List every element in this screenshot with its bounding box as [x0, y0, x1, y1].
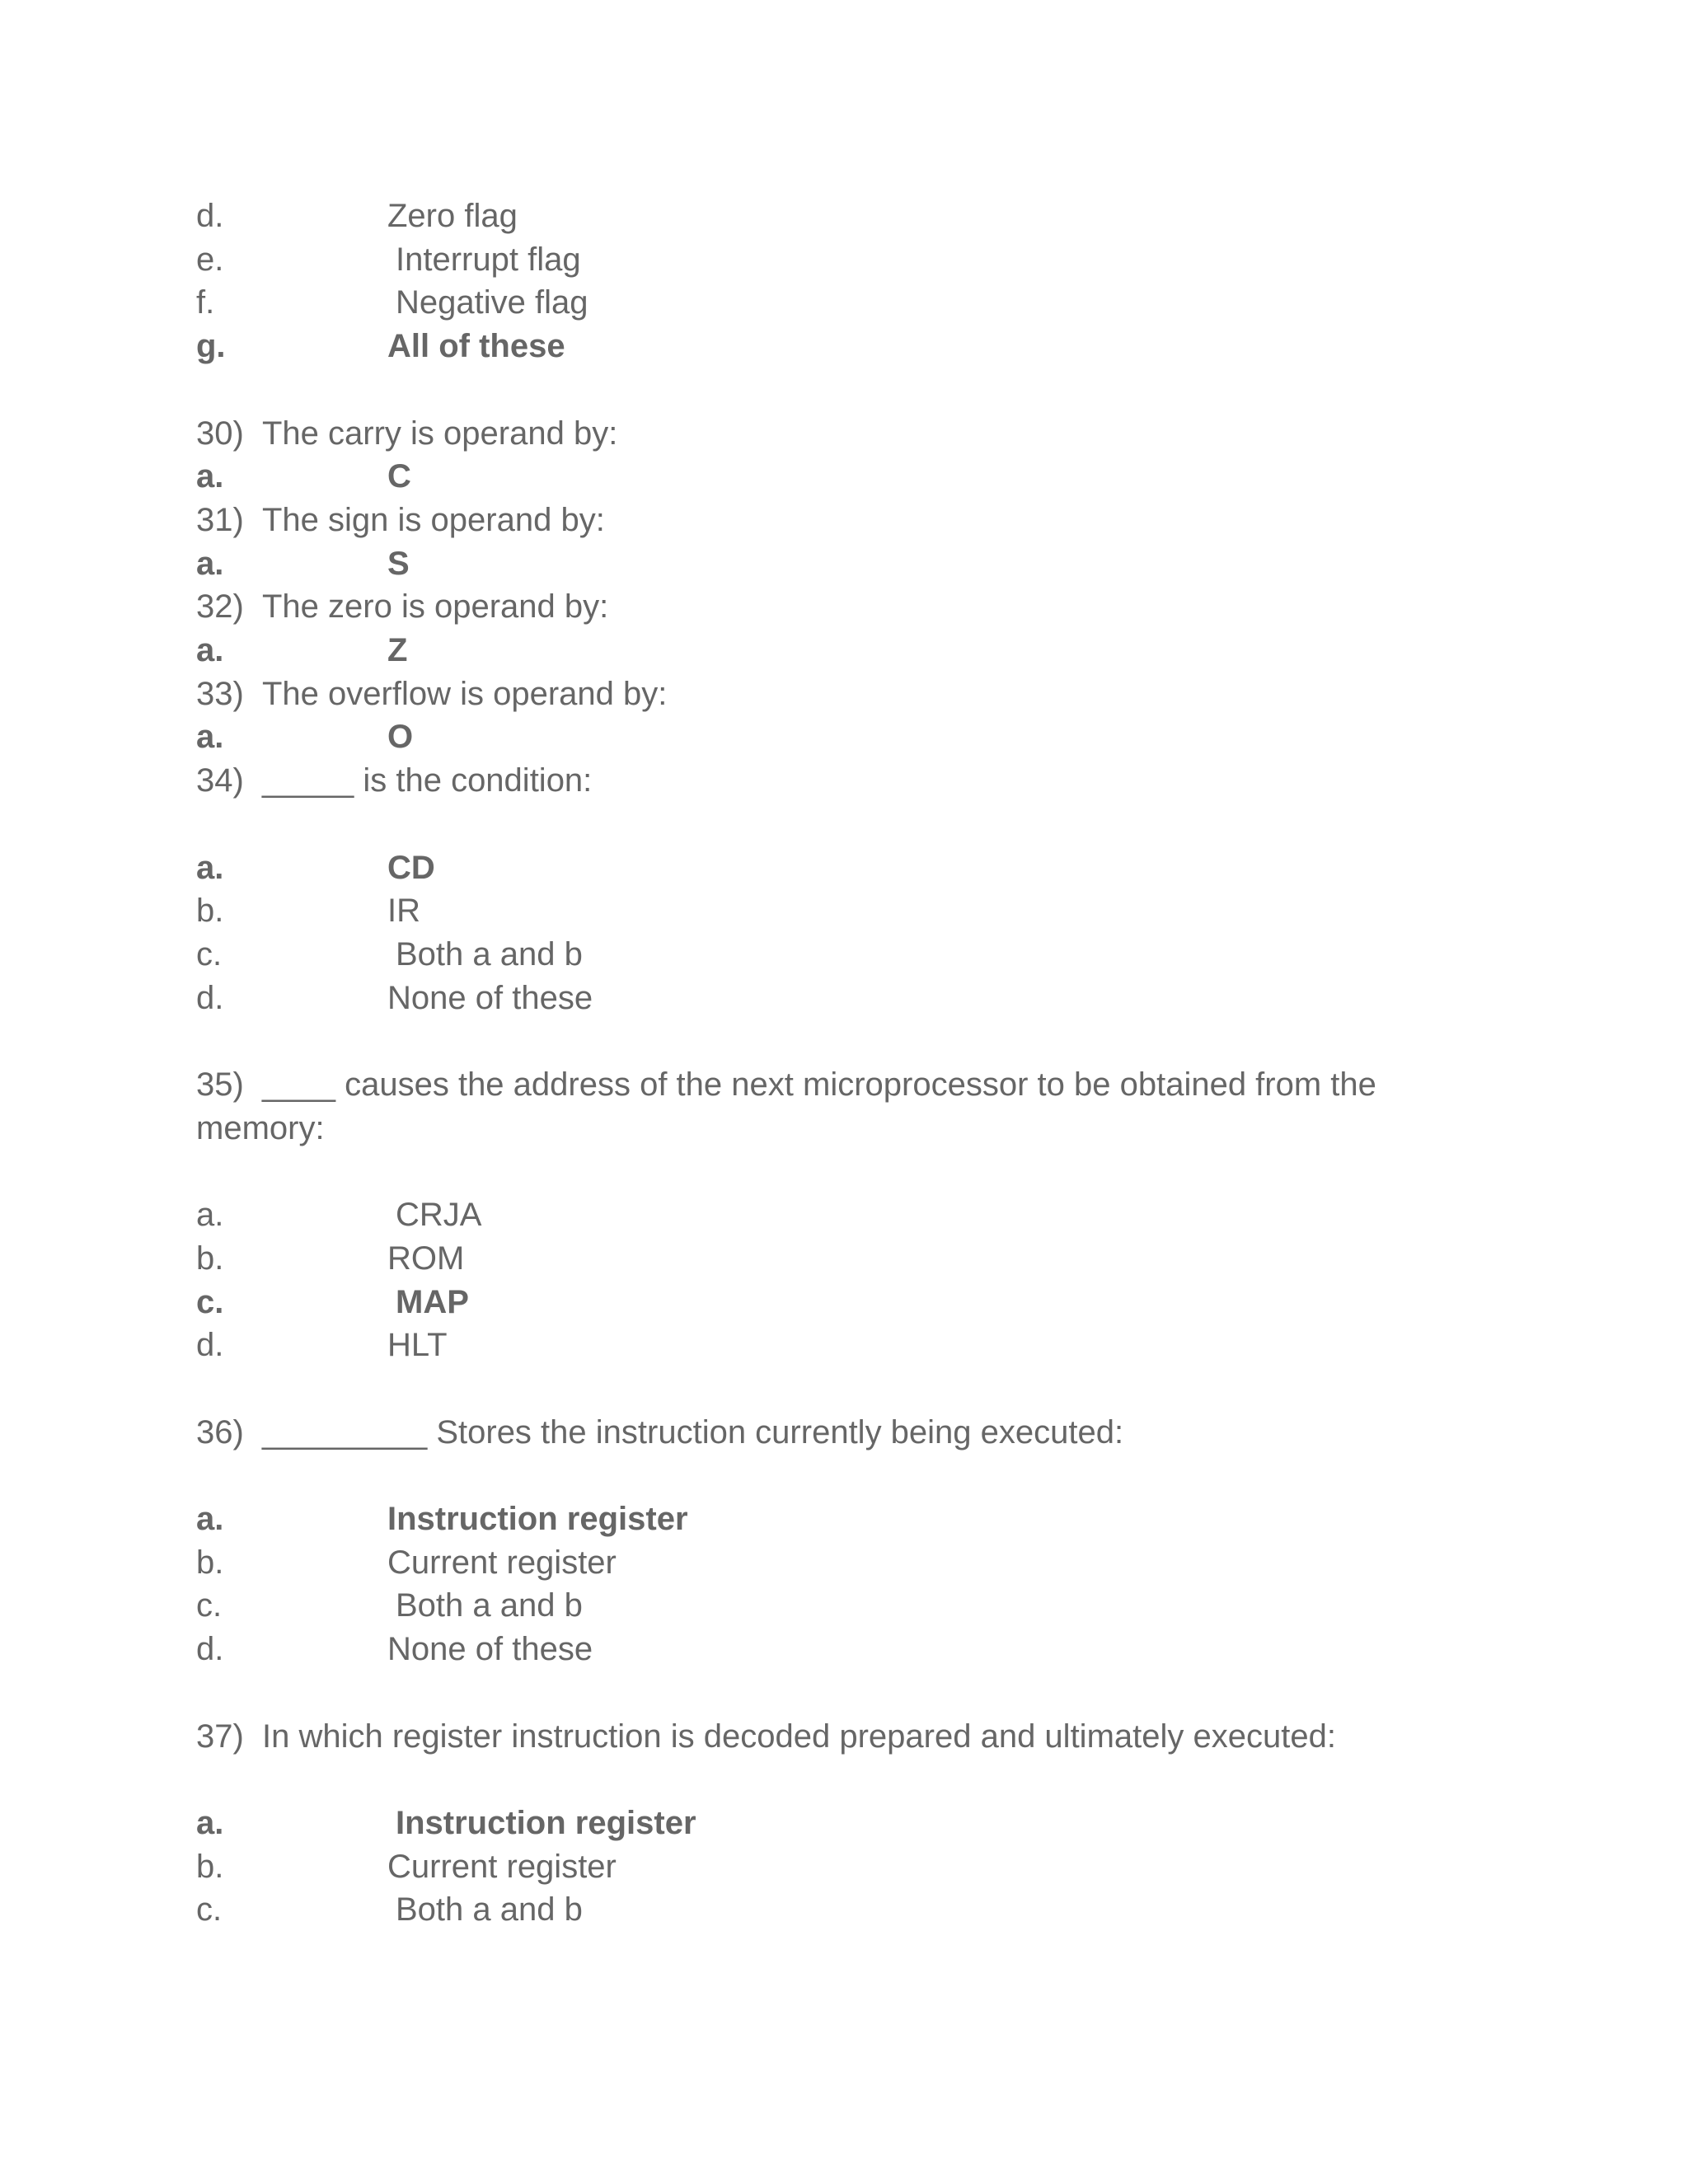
option-letter: e. — [196, 241, 224, 278]
question-text: In which register instruction is decoded prepared and ultimately executed: — [262, 1718, 1336, 1755]
option-letter: b. — [196, 1240, 224, 1277]
answer-option — [196, 845, 1515, 891]
option-text: None of these — [387, 980, 593, 1016]
question — [196, 1713, 1515, 1760]
question-number: 37) — [196, 1718, 244, 1755]
answer-option — [196, 323, 1515, 369]
option-letter: a. — [196, 719, 224, 755]
answer-option — [196, 1800, 1515, 1846]
question-number: 34) — [196, 762, 244, 799]
answer-option — [196, 237, 1515, 283]
option-letter: c. — [196, 1891, 223, 1928]
answer-option — [196, 1496, 1515, 1542]
option-letter: a. — [196, 1805, 224, 1841]
option-letter: d. — [196, 1631, 224, 1667]
question — [196, 1409, 1515, 1455]
option-text: Current register — [387, 1544, 617, 1581]
question-number: 33) — [196, 676, 244, 712]
option-text: Zero flag — [387, 198, 518, 234]
answer-option — [196, 1192, 1515, 1238]
question — [196, 671, 1515, 717]
question-number: 35) — [196, 1066, 244, 1103]
option-text: IR — [387, 893, 420, 929]
option-letter: g. — [196, 328, 226, 364]
question-number: 32) — [196, 588, 244, 625]
option-text: All of these — [387, 328, 565, 364]
question-text: The sign is operand by: — [262, 502, 605, 538]
question — [196, 583, 1515, 630]
answer-option — [196, 1279, 1515, 1325]
option-letter: a. — [196, 458, 224, 494]
option-text: S — [387, 546, 410, 582]
option-letter: c. — [196, 936, 223, 972]
answer-option — [196, 1626, 1515, 1672]
question-continuation — [196, 1105, 1515, 1151]
option-letter: a. — [196, 1501, 224, 1537]
answer-option — [196, 1886, 1515, 1933]
question-number: 30) — [196, 415, 244, 452]
option-letter: a. — [196, 1197, 224, 1233]
answer-option — [196, 931, 1515, 977]
option-text: Current register — [387, 1849, 617, 1885]
option-letter: a. — [196, 632, 224, 668]
question — [196, 757, 1515, 804]
option-letter: c. — [196, 1284, 224, 1320]
option-letter: d. — [196, 1327, 224, 1363]
option-letter: b. — [196, 893, 224, 929]
answer-option — [196, 541, 1515, 587]
option-text: Negative flag — [396, 284, 588, 321]
option-text: None of these — [387, 1631, 593, 1667]
option-letter: f. — [196, 284, 215, 321]
answer-option — [196, 1582, 1515, 1629]
answer-option — [196, 1844, 1515, 1890]
answer-option — [196, 888, 1515, 934]
option-text: Instruction register — [387, 1501, 688, 1537]
option-text: MAP — [396, 1284, 469, 1320]
answer-option — [196, 627, 1515, 673]
option-letter: a. — [196, 546, 224, 582]
question — [196, 1062, 1515, 1108]
option-text: HLT — [387, 1327, 448, 1363]
option-letter: b. — [196, 1849, 224, 1885]
answer-option — [196, 193, 1515, 239]
question-text: memory: — [196, 1110, 325, 1146]
option-text: Both a and b — [396, 936, 583, 972]
option-text: Z — [387, 632, 408, 668]
answer-option — [196, 714, 1515, 760]
option-text: C — [387, 458, 411, 494]
answer-option — [196, 1322, 1515, 1368]
option-letter: d. — [196, 980, 224, 1016]
question-text: _________ Stores the instruction currently being executed: — [262, 1414, 1124, 1451]
question-number: 31) — [196, 502, 244, 538]
option-letter: b. — [196, 1544, 224, 1581]
option-text: ROM — [387, 1240, 465, 1277]
answer-option — [196, 975, 1515, 1021]
option-text: Both a and b — [396, 1587, 583, 1624]
option-text: O — [387, 719, 414, 755]
answer-option — [196, 279, 1515, 326]
answer-option — [196, 453, 1515, 499]
option-text: Both a and b — [396, 1891, 583, 1928]
question-text: _____ is the condition: — [262, 762, 593, 799]
option-text: CD — [387, 850, 435, 886]
option-letter: d. — [196, 198, 224, 234]
answer-option — [196, 1540, 1515, 1586]
option-text: Instruction register — [396, 1805, 696, 1841]
question-text: The zero is operand by: — [262, 588, 609, 625]
answer-option — [196, 1235, 1515, 1282]
question-text: The overflow is operand by: — [262, 676, 668, 712]
question — [196, 497, 1515, 543]
question-text: ____ causes the address of the next microprocessor to be obtained from the — [262, 1066, 1376, 1103]
question-text: The carry is operand by: — [262, 415, 618, 452]
option-text: CRJA — [396, 1197, 482, 1233]
option-text: Interrupt flag — [396, 241, 581, 278]
option-letter: a. — [196, 850, 224, 886]
question — [196, 410, 1515, 457]
option-letter: c. — [196, 1587, 223, 1624]
question-number: 36) — [196, 1414, 244, 1451]
